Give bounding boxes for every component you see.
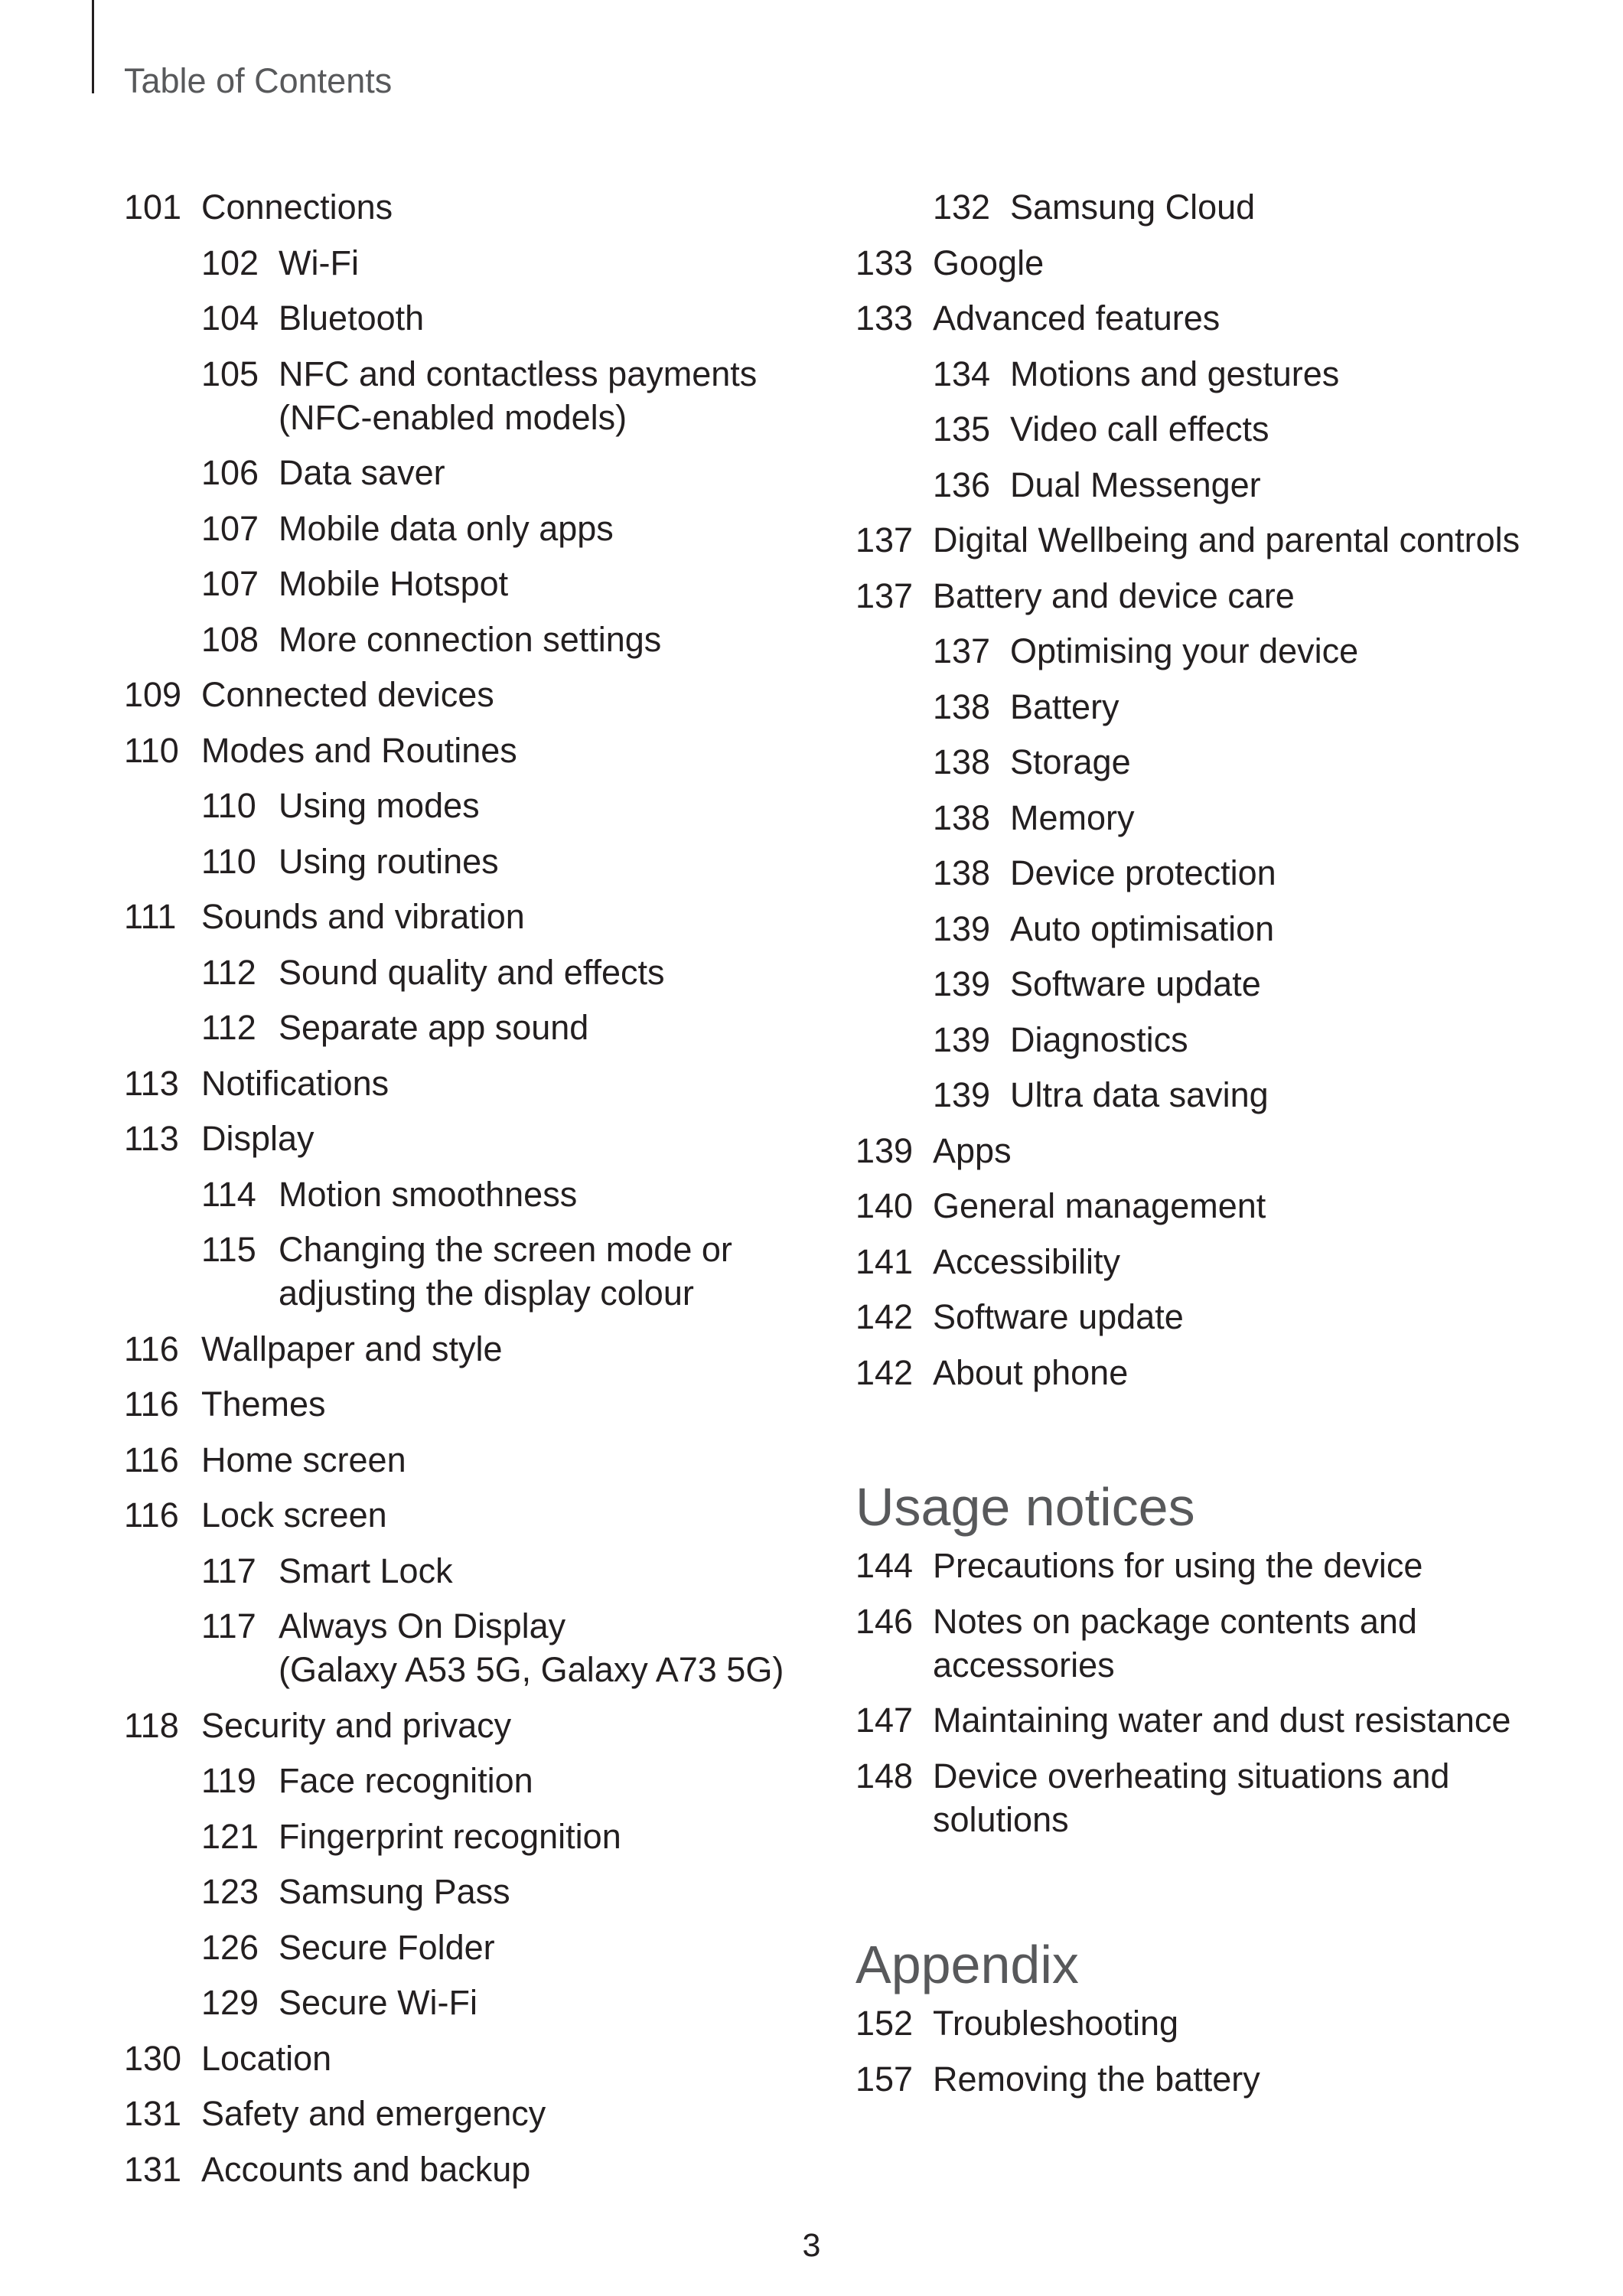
toc-entry[interactable] bbox=[855, 907, 1590, 951]
toc-entry[interactable] bbox=[855, 1698, 1590, 1742]
toc-entry[interactable] bbox=[855, 1754, 1590, 1841]
toc-entry[interactable] bbox=[855, 1600, 1590, 1687]
toc-page-number: 139 bbox=[855, 1130, 914, 1170]
toc-entry[interactable] bbox=[855, 2057, 1590, 2101]
toc-entry[interactable] bbox=[124, 1926, 843, 1969]
toc-entry-title: Wallpaper and style bbox=[201, 1329, 503, 1368]
toc-entry-title: Themes bbox=[201, 1384, 326, 1424]
toc-page-number: 106 bbox=[201, 453, 259, 492]
toc-entry[interactable] bbox=[124, 562, 843, 605]
toc-page-number: 130 bbox=[124, 2038, 182, 2078]
toc-page-number: 107 bbox=[201, 508, 259, 548]
toc-page-number: 107 bbox=[201, 564, 259, 603]
toc-entry[interactable] bbox=[124, 2037, 843, 2080]
toc-page-number: 131 bbox=[124, 2094, 182, 2133]
toc-page-number: 142 bbox=[855, 1297, 914, 1336]
toc-right-entries bbox=[855, 185, 1590, 1394]
toc-entry[interactable] bbox=[124, 1549, 843, 1593]
toc-entry-title: Battery bbox=[1010, 687, 1119, 726]
toc-entry[interactable] bbox=[124, 1062, 843, 1105]
toc-page-number: 123 bbox=[201, 1872, 259, 1911]
toc-entry-title: Using modes bbox=[279, 786, 480, 825]
toc-entry-title: Accessibility bbox=[933, 1241, 1121, 1281]
usage-notices-list bbox=[855, 1544, 1590, 1841]
toc-page-number: 148 bbox=[855, 1756, 914, 1795]
toc-entry-title: Notifications bbox=[201, 1063, 389, 1103]
toc-entry-title: Secure Wi-Fi bbox=[279, 1983, 478, 2022]
toc-page-number: 144 bbox=[855, 1546, 914, 1585]
toc-page-number: 101 bbox=[124, 188, 182, 227]
toc-entry[interactable] bbox=[124, 1228, 843, 1315]
toc-entry-title: Dual Messenger bbox=[1010, 465, 1261, 504]
toc-page-number: 116 bbox=[124, 1495, 179, 1534]
toc-entry[interactable] bbox=[855, 1129, 1590, 1172]
toc-entry-title: Sound quality and effects bbox=[279, 952, 665, 992]
toc-page-number: 133 bbox=[855, 298, 914, 338]
toc-entry[interactable] bbox=[855, 1018, 1590, 1062]
toc-page-number: 131 bbox=[124, 2149, 182, 2189]
toc-entry-title: Security and privacy bbox=[201, 1705, 512, 1745]
toc-page-number: 110 bbox=[124, 730, 179, 770]
toc-entry-title: Changing the screen mode or adjusting the display colour bbox=[279, 1230, 732, 1313]
toc-entry-title: Mobile Hotspot bbox=[279, 564, 509, 603]
toc-entry[interactable] bbox=[124, 296, 843, 340]
toc-entry[interactable] bbox=[124, 1382, 843, 1426]
toc-page-number: 117 bbox=[201, 1606, 256, 1645]
toc-page-number: 138 bbox=[933, 742, 991, 781]
toc-entry[interactable] bbox=[855, 1351, 1590, 1394]
toc-entry[interactable] bbox=[124, 352, 843, 439]
toc-entry-title: Optimising your device bbox=[1010, 631, 1359, 670]
toc-entry[interactable] bbox=[124, 1327, 843, 1371]
toc-entry[interactable] bbox=[855, 1184, 1590, 1228]
appendix-heading: Appendix bbox=[855, 1935, 1079, 1994]
page-number: 3 bbox=[802, 2227, 821, 2264]
toc-entry-title: NFC and contactless payments (NFC-enabled models) bbox=[279, 354, 758, 437]
toc-entry-title: Location bbox=[201, 2038, 332, 2078]
toc-entry-title: Separate app sound bbox=[279, 1008, 589, 1047]
toc-entry[interactable] bbox=[855, 796, 1590, 840]
toc-page-number: 137 bbox=[933, 631, 991, 670]
toc-entry[interactable] bbox=[124, 673, 843, 716]
toc-entry-title: Apps bbox=[933, 1130, 1012, 1170]
toc-page-number: 115 bbox=[201, 1230, 256, 1269]
toc-entry[interactable] bbox=[855, 518, 1590, 562]
toc-page-number: 114 bbox=[201, 1174, 256, 1214]
toc-page-number: 157 bbox=[855, 2059, 914, 2099]
toc-entry-title: Memory bbox=[1010, 797, 1135, 837]
toc-entry-title: General management bbox=[933, 1186, 1266, 1225]
toc-entry-title: Connections bbox=[201, 188, 393, 227]
toc-page-number: 110 bbox=[201, 841, 256, 881]
toc-entry[interactable] bbox=[124, 1172, 843, 1216]
toc-page-number: 112 bbox=[201, 1008, 256, 1047]
toc-entry-title: Samsung Cloud bbox=[1010, 188, 1256, 227]
toc-page-number: 119 bbox=[201, 1761, 256, 1800]
toc-entry[interactable] bbox=[124, 1493, 843, 1537]
toc-entry-title: Removing the battery bbox=[933, 2059, 1260, 2099]
toc-page-number: 137 bbox=[855, 520, 914, 559]
toc-entry-title: Digital Wellbeing and parental controls bbox=[933, 520, 1520, 559]
toc-page-number: 138 bbox=[933, 853, 991, 892]
toc-page-number: 112 bbox=[201, 952, 256, 992]
toc-entry[interactable] bbox=[855, 740, 1590, 784]
toc-left-column bbox=[124, 185, 843, 2203]
toc-entry[interactable] bbox=[124, 1759, 843, 1802]
toc-page-number: 141 bbox=[855, 1241, 914, 1281]
toc-entry-title: Advanced features bbox=[933, 298, 1221, 338]
toc-entry-title: More connection settings bbox=[279, 619, 662, 659]
toc-entry-title: Sounds and vibration bbox=[201, 897, 525, 936]
toc-page-number: 135 bbox=[933, 409, 991, 448]
toc-page-number: 139 bbox=[933, 1019, 991, 1059]
toc-entry-title: Video call effects bbox=[1010, 409, 1269, 448]
toc-page-number: 139 bbox=[933, 1075, 991, 1114]
toc-page-number: 129 bbox=[201, 1983, 259, 2022]
toc-entry-title: Diagnostics bbox=[1010, 1019, 1188, 1059]
toc-entry-title: Modes and Routines bbox=[201, 730, 517, 770]
toc-entry-title: Fingerprint recognition bbox=[279, 1816, 621, 1856]
toc-entry-title: Software update bbox=[933, 1297, 1184, 1336]
toc-entry[interactable] bbox=[855, 1295, 1590, 1339]
toc-entry-title: Using routines bbox=[279, 841, 499, 881]
toc-entry[interactable] bbox=[124, 1704, 843, 1747]
toc-page-number: 138 bbox=[933, 797, 991, 837]
toc-entry[interactable] bbox=[124, 1870, 843, 1913]
toc-entry[interactable] bbox=[855, 185, 1590, 229]
toc-entry-title: Troubleshooting bbox=[933, 2004, 1179, 2043]
toc-page-number: 118 bbox=[124, 1705, 179, 1745]
toc-entry-title: Device overheating situations and solutions bbox=[933, 1756, 1450, 1839]
toc-page-number: 139 bbox=[933, 964, 991, 1003]
toc-entry[interactable] bbox=[124, 507, 843, 550]
toc-entry-title: Smart Lock bbox=[279, 1551, 453, 1590]
toc-entry[interactable] bbox=[124, 2148, 843, 2191]
toc-entry[interactable] bbox=[855, 629, 1590, 673]
toc-entry[interactable] bbox=[855, 352, 1590, 396]
toc-entry-title: Accounts and backup bbox=[201, 2149, 531, 2189]
toc-entry[interactable] bbox=[855, 962, 1590, 1006]
toc-page-number: 126 bbox=[201, 1927, 259, 1967]
toc-page-number: 132 bbox=[933, 188, 991, 227]
toc-entry-title: Google bbox=[933, 243, 1045, 282]
toc-page-number: 116 bbox=[124, 1329, 179, 1368]
toc-entry-title: Maintaining water and dust resistance bbox=[933, 1701, 1511, 1740]
toc-entry[interactable] bbox=[124, 951, 843, 994]
toc-entry-title: Data saver bbox=[279, 453, 445, 492]
toc-entry-title: Secure Folder bbox=[279, 1927, 495, 1967]
toc-entry-title: Storage bbox=[1010, 742, 1131, 781]
toc-entry[interactable] bbox=[855, 241, 1590, 285]
toc-page-number: 117 bbox=[201, 1551, 256, 1590]
toc-entry[interactable] bbox=[855, 1240, 1590, 1283]
toc-entry-title: Connected devices bbox=[201, 675, 494, 714]
toc-entry-title: Lock screen bbox=[201, 1495, 387, 1534]
toc-entry[interactable] bbox=[124, 895, 843, 938]
toc-entry[interactable] bbox=[124, 784, 843, 827]
toc-entry[interactable] bbox=[855, 1544, 1590, 1587]
toc-page-number: 136 bbox=[933, 465, 991, 504]
toc-entry[interactable] bbox=[124, 840, 843, 883]
toc-entry[interactable] bbox=[124, 1438, 843, 1482]
toc-entry-title: Auto optimisation bbox=[1010, 908, 1275, 948]
toc-right-column bbox=[855, 185, 1590, 2112]
toc-entry[interactable] bbox=[124, 185, 843, 229]
toc-entry-title: Ultra data saving bbox=[1010, 1075, 1269, 1114]
toc-entry-title: Bluetooth bbox=[279, 298, 425, 338]
toc-entry-title: Always On Display (Galaxy A53 5G, Galaxy A73 5G) bbox=[279, 1606, 784, 1689]
page-header: Table of Contents bbox=[124, 61, 393, 100]
toc-entry[interactable] bbox=[855, 2001, 1590, 2045]
toc-entry-title: Wi-Fi bbox=[279, 243, 359, 282]
toc-entry-title: Home screen bbox=[201, 1440, 406, 1479]
toc-entry[interactable] bbox=[124, 1117, 843, 1160]
toc-page-number: 137 bbox=[855, 576, 914, 615]
toc-entry[interactable] bbox=[124, 1006, 843, 1049]
toc-page-number: 113 bbox=[124, 1063, 179, 1103]
margin-rule bbox=[92, 0, 94, 93]
toc-page-number: 134 bbox=[933, 354, 991, 393]
toc-entry[interactable] bbox=[124, 1981, 843, 2024]
toc-page-number: 147 bbox=[855, 1701, 914, 1740]
toc-entry[interactable] bbox=[855, 685, 1590, 729]
toc-entry-title: Precautions for using the device bbox=[933, 1546, 1423, 1585]
toc-page-number: 139 bbox=[933, 908, 991, 948]
toc-entry[interactable] bbox=[124, 241, 843, 285]
toc-entry-title: Device protection bbox=[1010, 853, 1276, 892]
toc-entry-title: Notes on package contents and accessories bbox=[933, 1601, 1417, 1684]
toc-entry[interactable] bbox=[124, 618, 843, 661]
toc-page-number: 140 bbox=[855, 1186, 914, 1225]
toc-entry-title: Mobile data only apps bbox=[279, 508, 614, 548]
toc-page-number: 142 bbox=[855, 1352, 914, 1392]
toc-entry[interactable] bbox=[124, 2092, 843, 2135]
toc-entry[interactable] bbox=[124, 1604, 843, 1691]
toc-entry[interactable] bbox=[855, 463, 1590, 507]
toc-page-number: 110 bbox=[201, 786, 256, 825]
toc-entry[interactable] bbox=[124, 1815, 843, 1858]
toc-entry[interactable] bbox=[855, 407, 1590, 451]
toc-entry[interactable] bbox=[124, 451, 843, 494]
toc-page-number: 108 bbox=[201, 619, 259, 659]
toc-page-number: 121 bbox=[201, 1816, 259, 1856]
toc-entry[interactable] bbox=[124, 729, 843, 772]
toc-entry-title: About phone bbox=[933, 1352, 1129, 1392]
toc-entry-title: Face recognition bbox=[279, 1761, 533, 1800]
toc-page-number: 152 bbox=[855, 2004, 914, 2043]
toc-page-number: 109 bbox=[124, 675, 182, 714]
toc-page-number: 133 bbox=[855, 243, 914, 282]
toc-entry-title: Battery and device care bbox=[933, 576, 1295, 615]
toc-page-number: 113 bbox=[124, 1119, 179, 1158]
toc-page-number: 116 bbox=[124, 1440, 179, 1479]
toc-entry-title: Motions and gestures bbox=[1010, 354, 1340, 393]
toc-page-number: 146 bbox=[855, 1601, 914, 1641]
toc-entry-title: Samsung Pass bbox=[279, 1872, 510, 1911]
toc-entry[interactable] bbox=[855, 296, 1590, 340]
toc-entry-title: Display bbox=[201, 1119, 314, 1158]
toc-page-number: 104 bbox=[201, 298, 259, 338]
toc-entry-title: Motion smoothness bbox=[279, 1174, 578, 1214]
toc-page-number: 102 bbox=[201, 243, 259, 282]
toc-entry-title: Safety and emergency bbox=[201, 2094, 546, 2133]
appendix-list bbox=[855, 2001, 1590, 2101]
toc-page-number: 138 bbox=[933, 687, 991, 726]
toc-page-number: 116 bbox=[124, 1384, 179, 1424]
toc-entry-title: Software update bbox=[1010, 964, 1261, 1003]
toc-entry[interactable] bbox=[855, 574, 1590, 618]
toc-page-number: 111 bbox=[124, 897, 177, 936]
toc-page-number: 105 bbox=[201, 354, 259, 393]
usage-notices-heading: Usage notices bbox=[855, 1477, 1195, 1537]
toc-entry[interactable] bbox=[855, 851, 1590, 895]
toc-entry[interactable] bbox=[855, 1073, 1590, 1117]
